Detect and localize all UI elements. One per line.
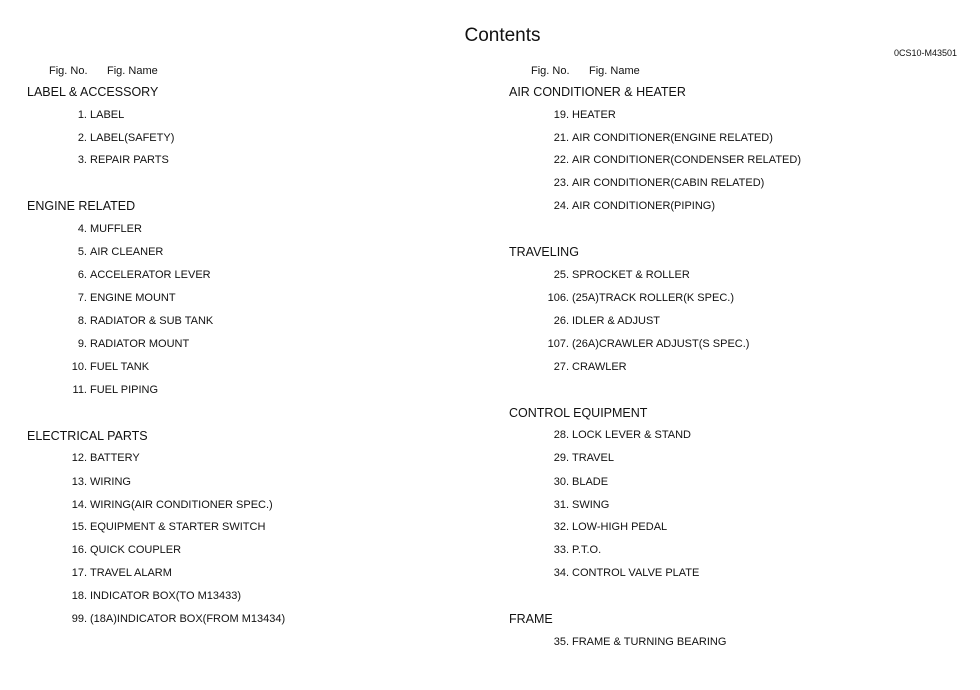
fig-number: 1. — [77, 109, 87, 121]
fig-number: 25. — [553, 269, 569, 281]
fig-number: 29. — [553, 452, 569, 464]
fig-number: 30. — [553, 476, 569, 488]
fig-number: 10. — [71, 361, 87, 373]
fig-name: REPAIR PARTS — [90, 154, 169, 166]
fig-name: QUICK COUPLER — [90, 544, 182, 556]
section-title-label-accessory[interactable]: LABEL & ACCESSORY — [27, 85, 159, 99]
fig-name: MUFFLER — [90, 223, 142, 235]
fig-name: FUEL TANK — [90, 361, 150, 373]
section-title-frame[interactable]: FRAME — [509, 612, 553, 626]
fig-number: 2. — [77, 132, 87, 144]
fig-name: LABEL — [90, 109, 125, 121]
fig-name: (18A)INDICATOR BOX(FROM M13434) — [90, 613, 286, 625]
fig-name: AIR CONDITIONER(CABIN RELATED) — [572, 177, 765, 189]
fig-number: 31. — [553, 499, 569, 511]
fig-number: 13. — [71, 476, 87, 488]
section-title-engine-related[interactable]: ENGINE RELATED — [27, 199, 136, 213]
fig-number: 21. — [553, 132, 569, 144]
fig-number: 27. — [553, 361, 569, 373]
page-title: Contents — [464, 25, 541, 46]
fig-name-header: Fig. Name — [107, 65, 158, 77]
fig-name: BATTERY — [90, 452, 140, 464]
fig-number: 19. — [553, 109, 569, 121]
fig-name: LABEL(SAFETY) — [90, 132, 175, 144]
fig-name: LOCK LEVER & STAND — [572, 429, 691, 441]
fig-number: 26. — [553, 315, 569, 327]
fig-number: 23. — [553, 177, 569, 189]
fig-name: TRAVEL ALARM — [90, 567, 172, 579]
fig-name: CONTROL VALVE PLATE — [572, 567, 700, 579]
fig-number: 99. — [71, 613, 87, 625]
fig-name: AIR CLEANER — [90, 246, 164, 258]
fig-name: AIR CONDITIONER(CONDENSER RELATED) — [572, 154, 801, 166]
fig-number: 106. — [547, 292, 569, 304]
fig-name: BLADE — [572, 476, 609, 488]
fig-number: 34. — [553, 567, 569, 579]
fig-number: 22. — [553, 154, 569, 166]
fig-name: EQUIPMENT & STARTER SWITCH — [90, 521, 266, 533]
fig-number: 15. — [71, 521, 87, 533]
fig-no-header: Fig. No. — [49, 65, 88, 77]
fig-number: 16. — [71, 544, 87, 556]
fig-number: 35. — [553, 636, 569, 648]
fig-name: ENGINE MOUNT — [90, 292, 176, 304]
fig-name: RADIATOR & SUB TANK — [90, 315, 214, 327]
fig-number: 7. — [77, 292, 87, 304]
fig-name: WIRING(AIR CONDITIONER SPEC.) — [90, 499, 273, 511]
section-title-control-equipment[interactable]: CONTROL EQUIPMENT — [509, 406, 648, 420]
fig-name: LOW-HIGH PEDAL — [572, 521, 668, 533]
fig-number: 8. — [77, 315, 87, 327]
fig-number: 28. — [553, 429, 569, 441]
fig-name: SWING — [572, 499, 610, 511]
fig-name: FRAME & TURNING BEARING — [572, 636, 727, 648]
fig-number: 12. — [71, 452, 87, 464]
fig-name: (26A)CRAWLER ADJUST(S SPEC.) — [572, 338, 750, 350]
fig-number: 11. — [72, 384, 87, 396]
fig-name: IDLER & ADJUST — [572, 315, 661, 327]
fig-name: AIR CONDITIONER(ENGINE RELATED) — [572, 132, 773, 144]
fig-number: 6. — [77, 269, 87, 281]
fig-name: WIRING — [90, 476, 131, 488]
fig-number: 17. — [71, 567, 87, 579]
document-code: 0CS10-M43501 — [893, 48, 957, 58]
fig-number: 4. — [77, 223, 87, 235]
fig-number: 24. — [553, 200, 569, 212]
fig-name: CRAWLER — [572, 361, 627, 373]
fig-name: TRAVEL — [572, 452, 614, 464]
fig-number: 18. — [71, 590, 87, 602]
fig-no-header: Fig. No. — [531, 65, 570, 77]
fig-number: 107. — [547, 338, 569, 350]
fig-name: INDICATOR BOX(TO M13433) — [90, 590, 241, 602]
fig-number: 14. — [71, 499, 87, 511]
fig-name: FUEL PIPING — [90, 384, 159, 396]
fig-name: P.T.O. — [572, 544, 602, 556]
fig-name: (25A)TRACK ROLLER(K SPEC.) — [572, 292, 734, 304]
fig-name: ACCELERATOR LEVER — [90, 269, 211, 281]
fig-name: AIR CONDITIONER(PIPING) — [572, 200, 716, 212]
section-title-air-conditioner-heater[interactable]: AIR CONDITIONER & HEATER — [509, 85, 686, 99]
fig-name-header: Fig. Name — [589, 65, 640, 77]
fig-name: HEATER — [572, 109, 616, 121]
fig-name: RADIATOR MOUNT — [90, 338, 190, 350]
fig-number: 32. — [553, 521, 569, 533]
fig-number: 3. — [77, 154, 87, 166]
fig-name: SPROCKET & ROLLER — [572, 269, 690, 281]
section-title-electrical-parts[interactable]: ELECTRICAL PARTS — [27, 429, 148, 443]
fig-number: 9. — [77, 338, 87, 350]
fig-number: 5. — [77, 246, 87, 258]
fig-number: 33. — [553, 544, 569, 556]
section-title-traveling[interactable]: TRAVELING — [509, 245, 579, 259]
